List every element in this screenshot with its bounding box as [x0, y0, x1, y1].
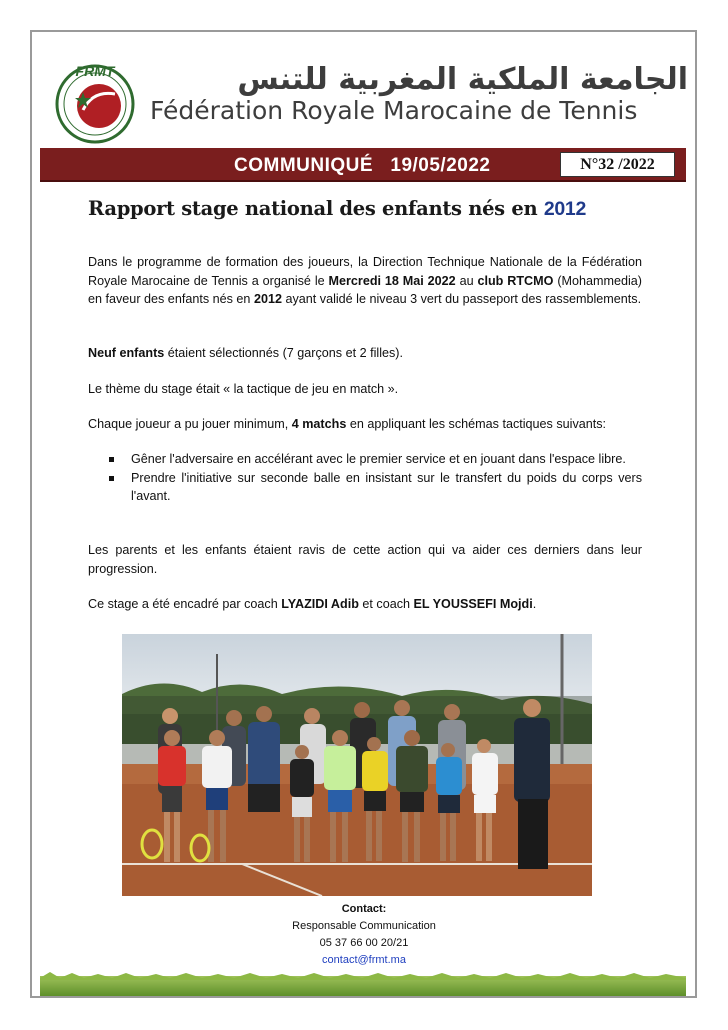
list-item: [108, 469, 642, 506]
list-item: [108, 450, 642, 469]
list-item-text: Gêner l'adversaire en accélérant avec le premier service et en jouant dans l'espace libre.: [131, 452, 626, 466]
tactics-list: [108, 450, 642, 506]
arabic-title: الجامعة الملكية المغربية للتنس: [237, 62, 688, 97]
bullet-icon: [109, 476, 114, 481]
paragraph-coaches: [88, 595, 642, 614]
coach-1: LYAZIDI Adib: [281, 597, 359, 611]
report-title-main: Rapport stage national des enfants nés en: [88, 197, 544, 220]
communique-number: N°32 /2022: [560, 152, 675, 177]
p1-year: 2012: [253, 292, 282, 307]
p1-text-4: ayant validé le niveau 3 vert du passeport des rassemblements.: [281, 292, 642, 307]
p2-text: étaient sélectionnés (7 garçons et 2 filles).: [164, 346, 403, 360]
contact-role: Responsable Communication: [292, 920, 436, 932]
p1-club: club RTCMO: [477, 273, 554, 288]
report-title: [88, 197, 586, 221]
paragraph-theme: Le thème du stage était « la tactique de jeu en match ».: [88, 382, 399, 396]
contact-email[interactable]: contact@frmt.ma: [322, 954, 406, 966]
paragraph-parents: Les parents et les enfants étaient ravis de cette action qui va aider ces derniers dans leur progression.: [88, 543, 642, 576]
p1-text-3: (Mohammedia) en faveur des enfants nés en: [88, 273, 643, 307]
p6-text-3: .: [532, 597, 537, 611]
p1-text-2: au: [455, 273, 478, 288]
p1-date: Mercredi 18 Mai 2022: [328, 273, 456, 288]
p6-text: Ce stage a été encadré par coach: [88, 597, 282, 611]
contact-label: Contact:: [341, 903, 387, 915]
coach-2: EL YOUSSEFI Mojdi: [413, 597, 533, 611]
report-title-year: 2012: [543, 198, 587, 220]
svg-text:FRMT: FRMT: [75, 63, 115, 79]
paragraph-matchs: [88, 415, 642, 434]
paragraph-intro: [88, 253, 642, 309]
group-photo: [122, 634, 592, 896]
p4-text: Chaque joueur a pu jouer minimum,: [88, 417, 292, 431]
p4-text-2: en appliquant les schémas tactiques suivants:: [346, 417, 607, 431]
list-item-text: Prendre l'initiative sur seconde balle en insistant sur le transfert du poids du corps vers l'avant.: [131, 470, 642, 504]
p2-bold: Neuf enfants: [88, 346, 165, 360]
contact-phone: 05 37 66 00 20/21: [319, 937, 409, 949]
p6-text-2: et coach: [358, 597, 414, 611]
bullet-icon: [109, 457, 114, 462]
communique-date: COMMUNIQUÉ 19/05/2022: [234, 155, 491, 176]
paragraph-selection: [88, 344, 642, 363]
frmt-logo: [53, 60, 137, 144]
french-title: Fédération Royale Marocaine de Tennis: [150, 96, 638, 125]
p4-bold: 4 matchs: [291, 417, 347, 431]
p1-text: Dans le programme de formation des joueurs, la Direction Technique Nationale de la Fédération Royale Marocaine de Tennis a organisé le: [88, 255, 642, 288]
grass-strip: [40, 972, 686, 996]
